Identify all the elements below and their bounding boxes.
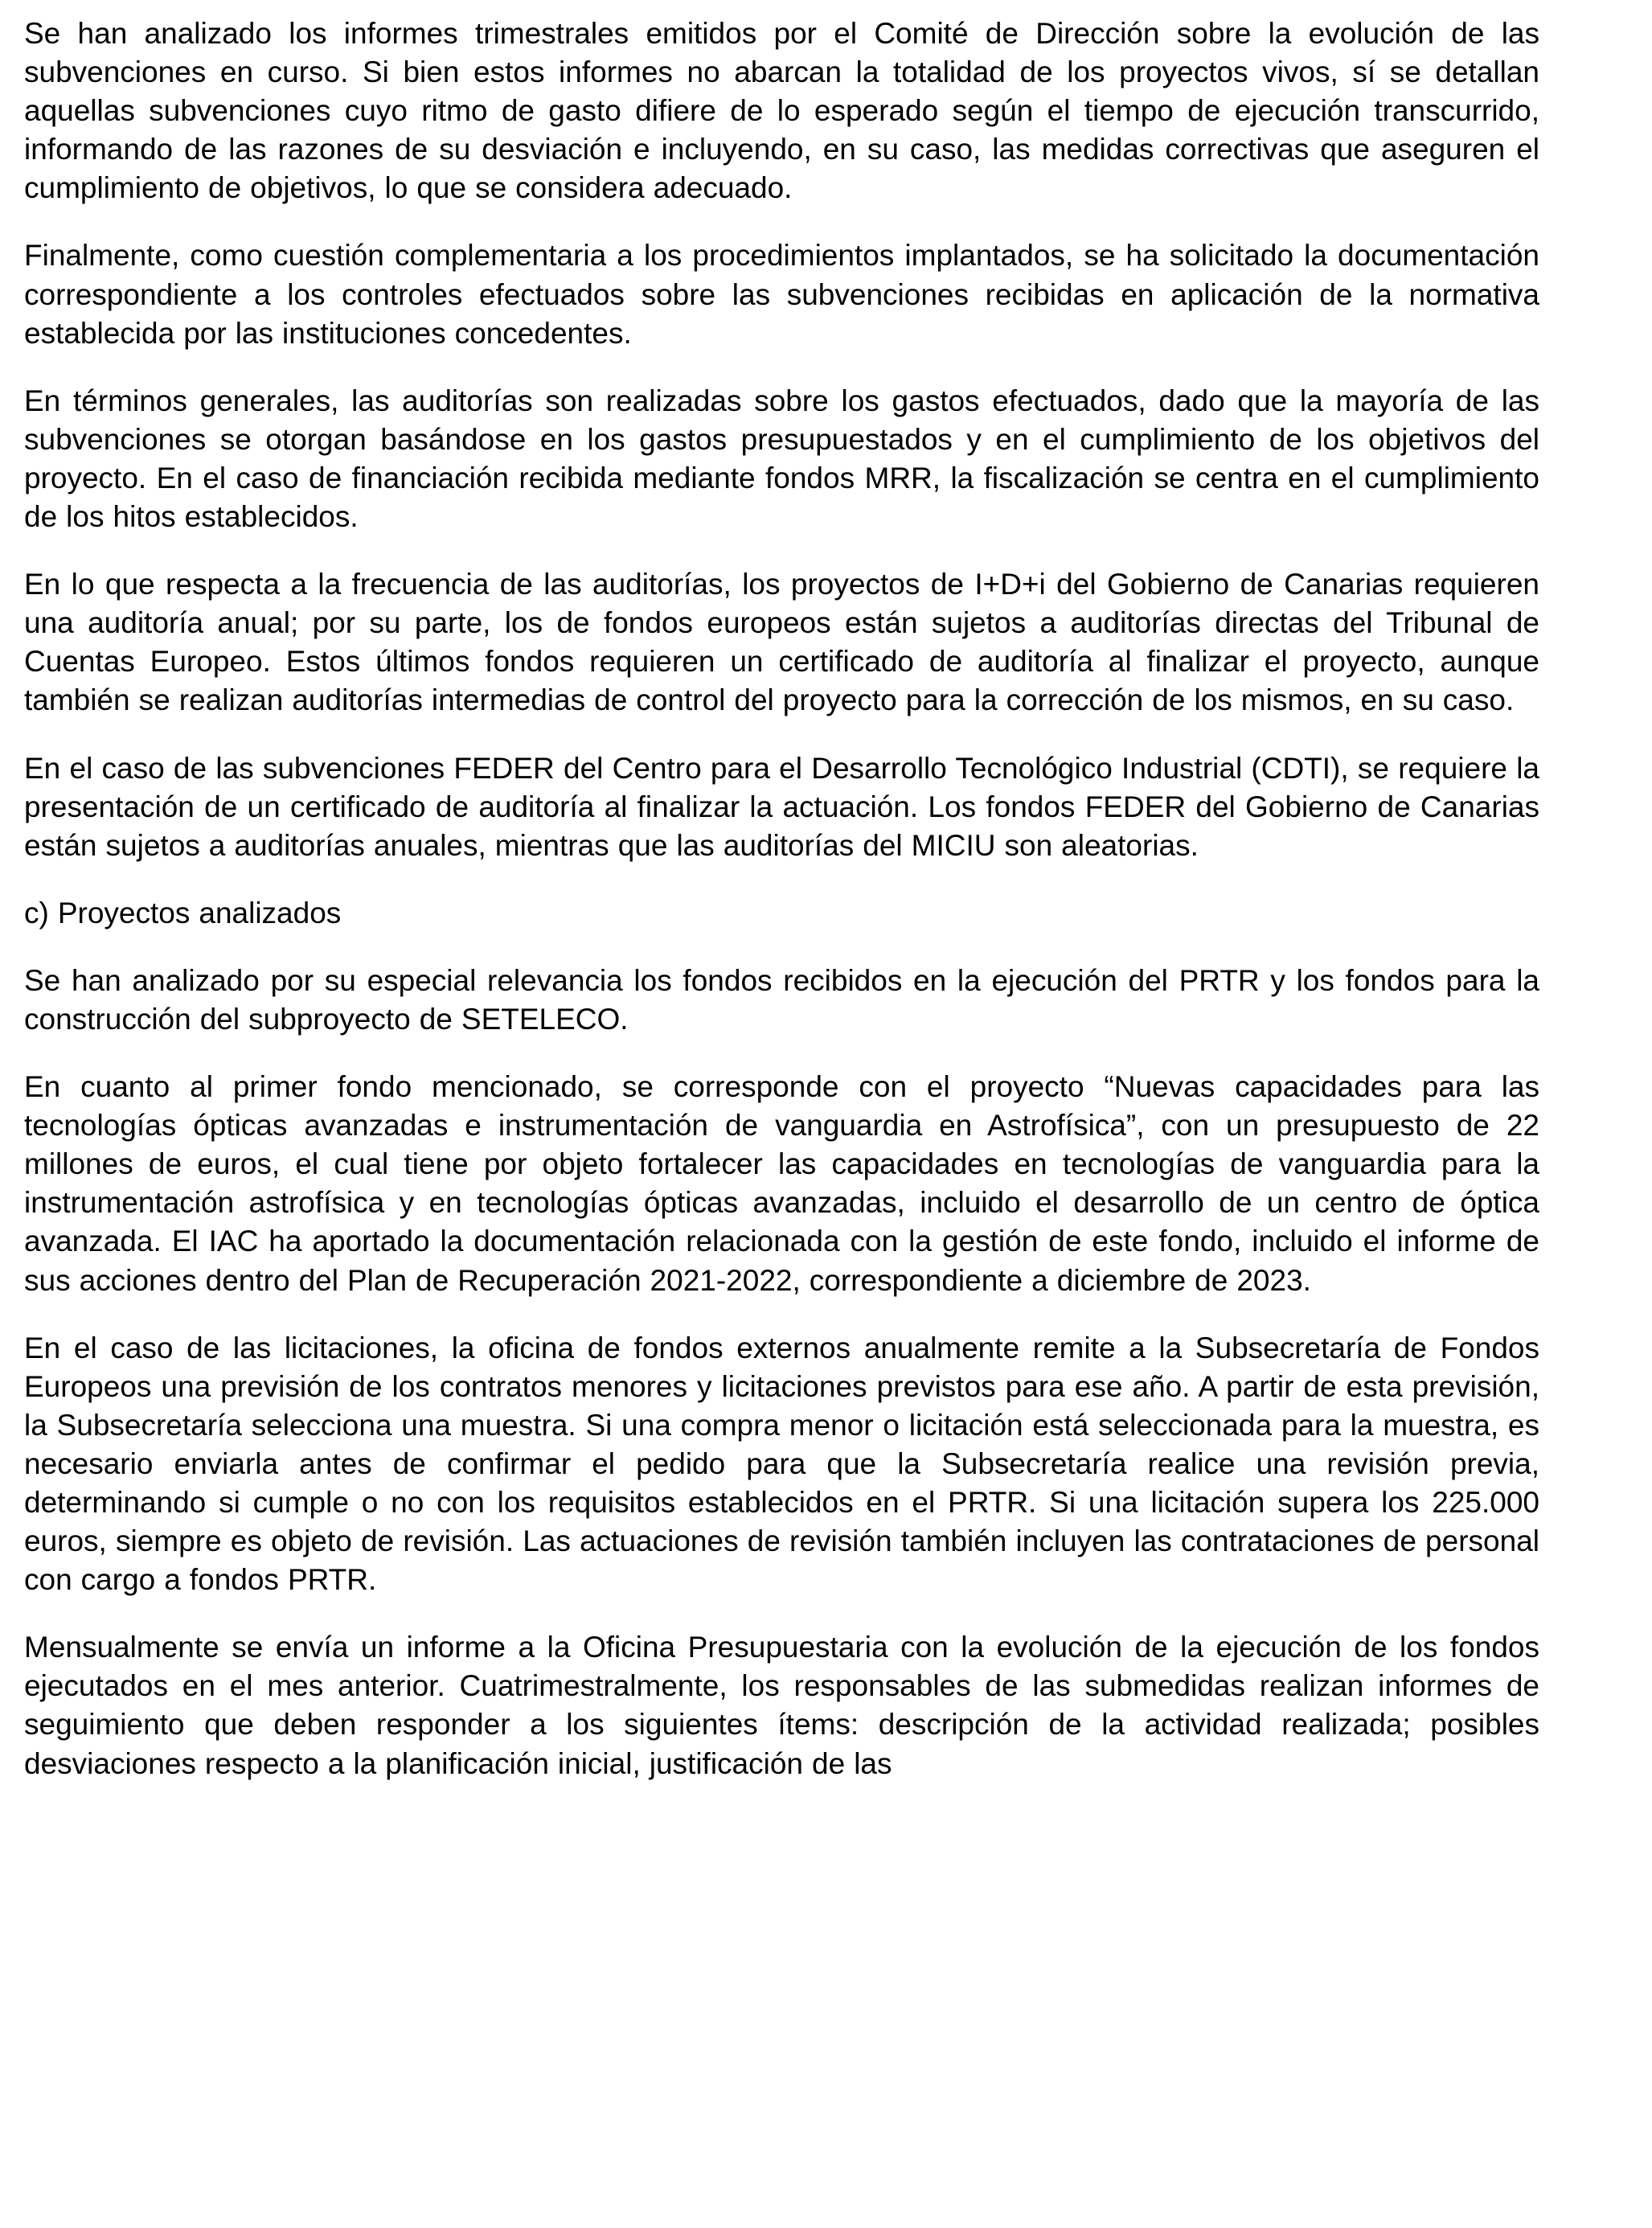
- paragraph-7: Se han analizado por su especial relevancia los fondos recibidos en la ejecución del PRTR y los fondos para la construcción del subproyecto de SETELECO.: [24, 963, 1539, 1036]
- paragraph-4: En lo que respecta a la frecuencia de las auditorías, los proyectos de I+D+i del Gobierno de Canarias requieren una auditoría anual; por su parte, los de fondos europeos están sujetos a auditorías directas del Tribunal de Cuentas Europeo. Estos últimos fondos requieren un certificado de auditoría al finalizar el proyecto, aunque también se realizan auditorías intermedias de control del proyecto para la corrección de los mismos, en su caso.: [24, 568, 1539, 717]
- paragraph-10: Mensualmente se envía un informe a la Oficina Presupuestaria con la evolución de la ejecución de los fondos ejecutados en el mes anterior. Cuatrimestralmente, los responsables de las submedidas realizan informes de seguimiento que deben responder a los siguientes ítems: descripción de la actividad realizada; posibles desviaciones respecto a la planificación inicial, justificación de las: [24, 1631, 1539, 1780]
- paragraph-1: Se han analizado los informes trimestrales emitidos por el Comité de Dirección sobre la evolución de las subvenciones en curso. Si bien estos informes no abarcan la totalidad de los proyectos vivos, sí se detallan aquellas subvenciones cuyo ritmo de gasto difiere de lo esperado según el tiempo de ejecución transcurrido, informando de las razones de su desviación e incluyendo, en su caso, las medidas correctivas que aseguren el cumplimiento de objetivos, lo que se considera adecuado.: [24, 17, 1539, 205]
- section-heading-proyectos-analizados: c) Proyectos analizados: [24, 896, 342, 929]
- document-body: [24, 14, 1539, 1783]
- paragraph-8: En cuanto al primer fondo mencionado, se corresponde con el proyecto “Nuevas capacidades para las tecnologías ópticas avanzadas e instrumentación de vanguardia en Astrofísica”, con un presupuesto de 22 millones de euros, el cual tiene por objeto fortalecer las capacidades en tecnologías de vanguardia para la instrumentación astrofísica y en tecnologías ópticas avanzadas, incluido el desarrollo de un centro de óptica avanzada. El IAC ha aportado la documentación relacionada con la gestión de este fondo, incluido el informe de sus acciones dentro del Plan de Recuperación 2021-2022, correspondiente a diciembre de 2023.: [24, 1070, 1539, 1297]
- paragraph-9: En el caso de las licitaciones, la oficina de fondos externos anualmente remite a la Subsecretaría de Fondos Europeos una previsión de los contratos menores y licitaciones previstos para ese año. A partir de esta previsión, la Subsecretaría selecciona una muestra. Si una compra menor o licitación está seleccionada para la muestra, es necesario enviarla antes de confirmar el pedido para que la Subsecretaría realice una revisión previa, determinando si cumple o no con los requisitos establecidos en el PRTR. Si una licitación supera los 225.000 euros, siempre es objeto de revisión. Las actuaciones de revisión también incluyen las contrataciones de personal con cargo a fondos PRTR.: [24, 1331, 1539, 1597]
- paragraph-5: En el caso de las subvenciones FEDER del Centro para el Desarrollo Tecnológico Industrial (CDTI), se requiere la presentación de un certificado de auditoría al finalizar la actuación. Los fondos FEDER del Gobierno de Canarias están sujetos a auditorías anuales, mientras que las auditorías del MICIU son aleatorias.: [24, 751, 1539, 862]
- paragraph-2: Finalmente, como cuestión complementaria a los procedimientos implantados, se ha solicitado la documentación correspondiente a los controles efectuados sobre las subvenciones recibidas en aplicación de la normativa establecida por las instituciones concedentes.: [24, 239, 1539, 350]
- paragraph-3: En términos generales, las auditorías son realizadas sobre los gastos efectuados, dado que la mayoría de las subvenciones se otorgan basándose en los gastos presupuestados y en el cumplimiento de los objetivos del proyecto. En el caso de financiación recibida mediante fondos MRR, la fiscalización se centra en el cumplimiento de los hitos establecidos.: [24, 384, 1539, 534]
